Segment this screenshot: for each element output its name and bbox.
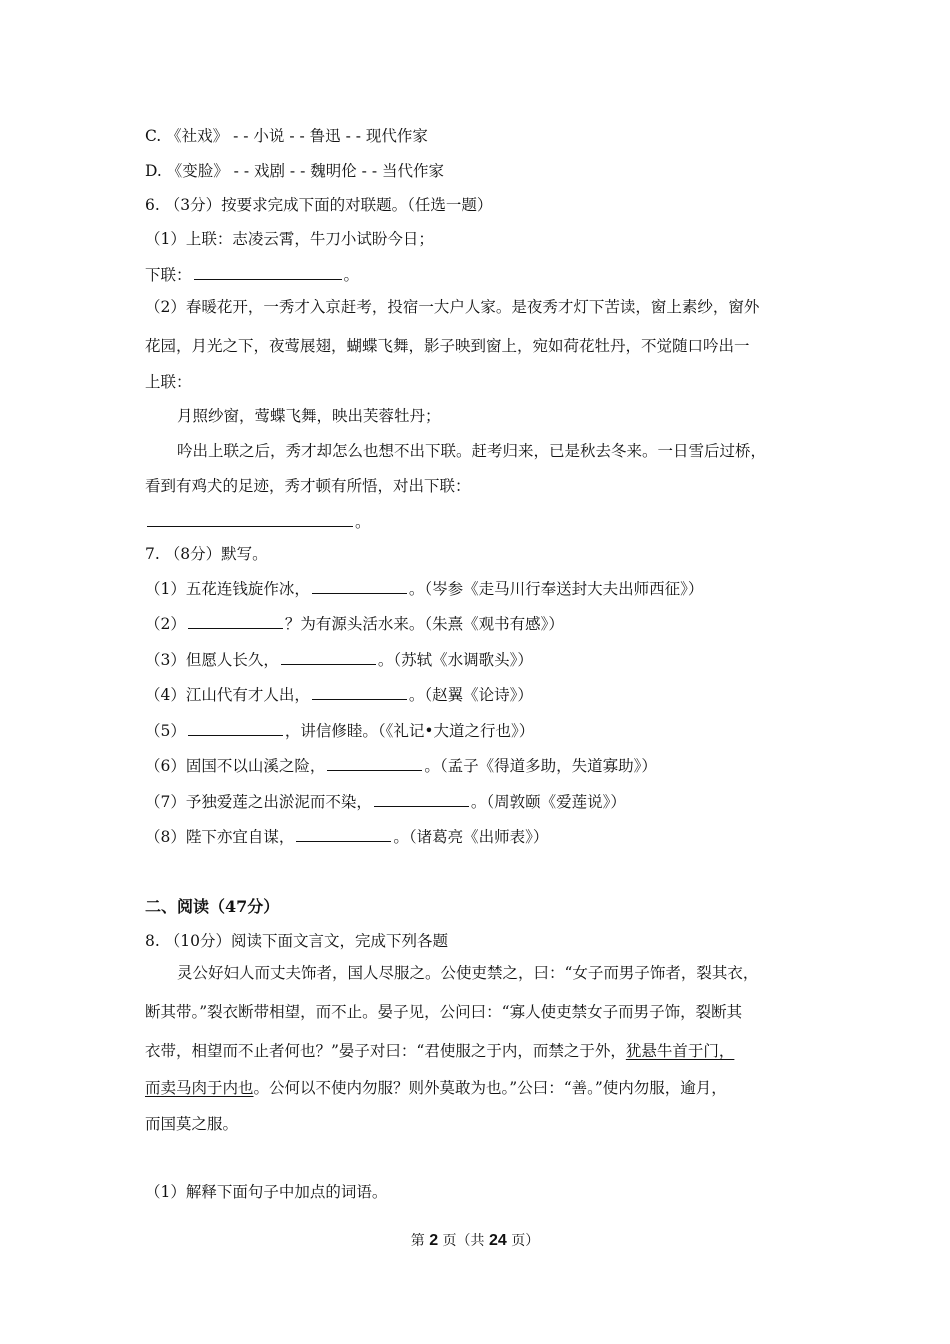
q7-item-6: （6）固国不以山溪之险， 。（孟子《得道多助，失道寡助》） [145,757,657,775]
q6-p1-lower [145,264,359,285]
q6-p2-line4: 吟出上联之后，秀才却怎么也想不出下联。赶考归来，已是秋去冬来。一日雪后过桥， [177,442,767,460]
page-number: 2 [429,1232,439,1249]
page-total: 24 [489,1232,507,1249]
answer-blank[interactable] [312,684,407,700]
q7-item-3: （3）但愿人长久， 。（苏轼《水调歌头》） [145,651,533,669]
q8-passage-line4: 而卖马肉于内也。公何以不使内勿服？则外莫敢为也。”公曰：“善。”使内勿服，逾月， [145,1079,727,1097]
q8-passage-line5: 而国莫之服。 [145,1115,239,1133]
answer-blank[interactable] [281,649,376,665]
q8-passage-line1: 灵公好妇人而丈夫饰者，国人尽服之。公使吏禁之，曰：“女子而男子饰者，裂其衣， [177,964,759,982]
q7-item-4: （4）江山代有才人出， 。（赵翼《论诗》） [145,686,533,704]
period: 。 [355,513,371,531]
q7-item-1: （1）五花连钱旋作冰， 。（岑参《走马川行奉送封大夫出师西征》） [145,580,704,598]
underlined-phrase: 犹悬牛首于门， [625,1042,735,1060]
q8-passage-line2: 断其带。”裂衣断带相望，而不止。晏子见，公问曰：“寡人使吏禁女子而男子饰，裂断其 [145,1003,743,1021]
answer-blank[interactable] [188,613,283,629]
answer-blank[interactable] [194,264,342,280]
q7-item-5: （5） ，讲信修睦。（《礼记•大道之行也》） [145,722,535,740]
section-heading: 二、阅读（47分） [145,897,280,916]
q6-p2-couplet: 月照纱窗，莺蝶飞舞，映出芙蓉牡丹； [177,407,441,425]
answer-blank[interactable] [296,826,391,842]
q7-item-7: （7）予独爱莲之出淤泥而不染， 。（周敦颐《爱莲说》） [145,793,626,811]
option-d: D. 《变脸》 - - 戏剧 - - 魏明伦 - - 当代作家 [145,162,444,180]
q8-title: 8. （10分）阅读下面文言文，完成下列各题 [145,932,448,950]
q6-p2-answer [145,511,371,532]
underlined-phrase: 而卖马肉于内也 [145,1079,254,1097]
q7-item-2: （2） ？为有源头活水来。（朱熹《观书有感》） [145,615,564,633]
q6-p2-line1: （2）春暖花开，一秀才入京赶考，投宿一大户人家。是夜秀才灯下苦读，窗上素纱，窗外 [145,298,760,316]
answer-blank[interactable] [147,511,353,527]
q7-title: 7. （8分）默写。 [145,545,268,563]
q6-title: 6. （3分）按要求完成下面的对联题。（任选一题） [145,196,493,214]
q6-p2-line3: 上联： [145,373,192,391]
q6-p1-upper: （1）上联：志凌云霄，牛刀小试盼今日； [145,230,434,248]
answer-blank[interactable] [327,755,422,771]
answer-blank[interactable] [312,578,407,594]
q6-p2-line5: 看到有鸡犬的足迹，秀才顿有所悟，对出下联： [145,477,471,495]
answer-blank[interactable] [374,791,469,807]
option-c: C. 《社戏》 - - 小说 - - 鲁迅 - - 现代作家 [145,127,428,145]
q7-item-8: （8）陛下亦宜自谋， 。（诸葛亮《出师表》） [145,828,549,846]
period: 。 [343,266,360,284]
answer-blank[interactable] [188,720,283,736]
page-footer: 第 2 页（共 24 页） [410,1232,540,1249]
q8-passage-line3: 衣带，相望而不止者何也？”晏子对曰：“君使服之于内，而禁之于外，犹悬牛首于门， [145,1042,735,1060]
q8-sub1: （1）解释下面句子中加点的词语。 [145,1183,388,1201]
q6-p2-line2: 花园，月光之下，夜莺展翅，蝴蝶飞舞，影子映到窗上，宛如荷花牡丹，不觉随口吟出一 [145,337,750,355]
lower-label: 下联： [145,266,192,284]
